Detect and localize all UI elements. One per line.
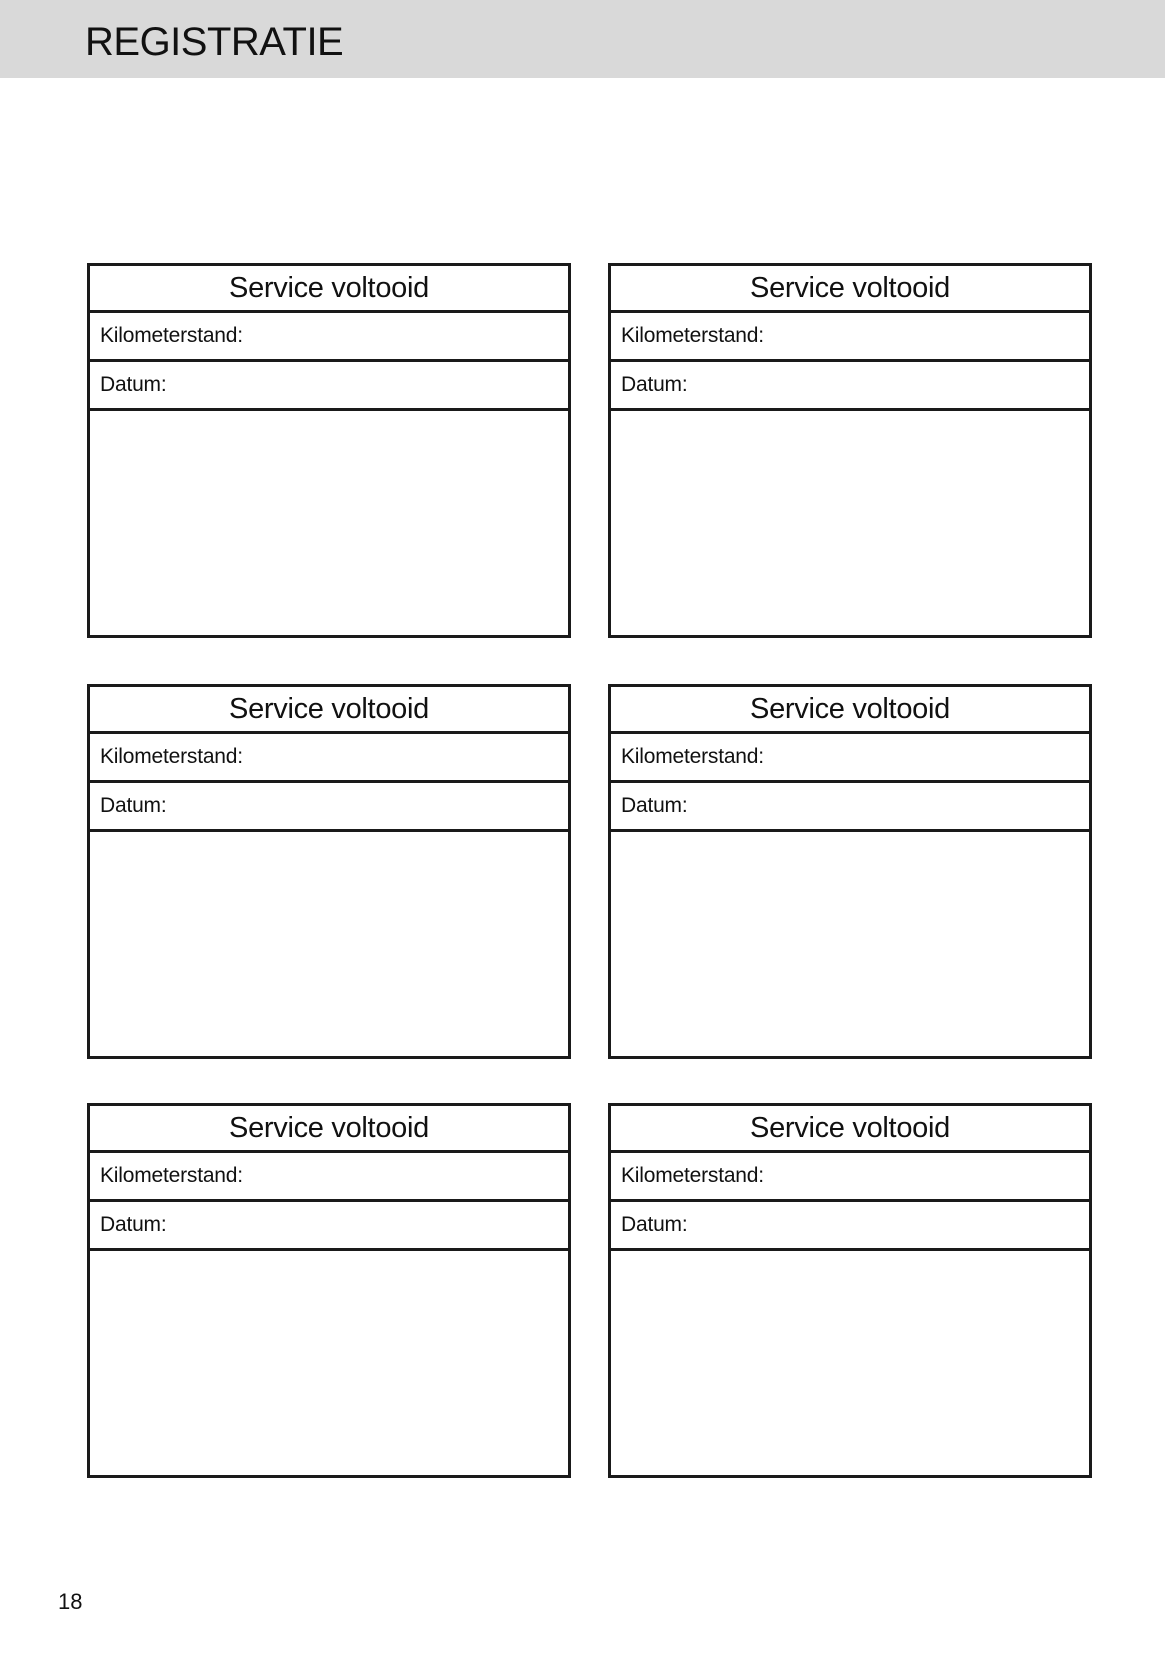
date-label: Datum: [621,1213,688,1236]
card-title: Service voltooid [611,1106,1089,1153]
card-title: Service voltooid [90,687,568,734]
date-label: Datum: [100,1213,167,1236]
mileage-label: Kilometerstand: [621,324,764,347]
mileage-field[interactable] [611,734,1089,783]
mileage-field[interactable] [611,313,1089,362]
mileage-field[interactable] [90,734,568,783]
date-field[interactable] [90,1202,568,1251]
date-field[interactable] [90,783,568,832]
page-number: 18 [58,1589,83,1614]
notes-area[interactable] [90,832,568,1056]
notes-area[interactable] [611,832,1089,1056]
service-card [87,1103,571,1478]
date-label: Datum: [100,373,167,396]
service-card [87,684,571,1059]
mileage-label: Kilometerstand: [100,745,243,768]
mileage-label: Kilometerstand: [100,1164,243,1187]
mileage-label: Kilometerstand: [100,324,243,347]
page-title: REGISTRATIE [85,20,344,64]
service-card [608,1103,1092,1478]
card-title: Service voltooid [90,266,568,313]
card-title: Service voltooid [90,1106,568,1153]
mileage-label: Kilometerstand: [621,1164,764,1187]
notes-area[interactable] [90,411,568,635]
notes-area[interactable] [90,1251,568,1475]
date-label: Datum: [621,794,688,817]
date-field[interactable] [611,362,1089,411]
date-label: Datum: [621,373,688,396]
service-card [87,263,571,638]
date-field[interactable] [611,1202,1089,1251]
card-title: Service voltooid [611,687,1089,734]
mileage-label: Kilometerstand: [621,745,764,768]
service-card [608,263,1092,638]
mileage-field[interactable] [90,313,568,362]
mileage-field[interactable] [611,1153,1089,1202]
date-field[interactable] [611,783,1089,832]
notes-area[interactable] [611,1251,1089,1475]
date-label: Datum: [100,794,167,817]
header-band [0,0,1165,78]
service-card [608,684,1092,1059]
notes-area[interactable] [611,411,1089,635]
card-title: Service voltooid [611,266,1089,313]
date-field[interactable] [90,362,568,411]
mileage-field[interactable] [90,1153,568,1202]
